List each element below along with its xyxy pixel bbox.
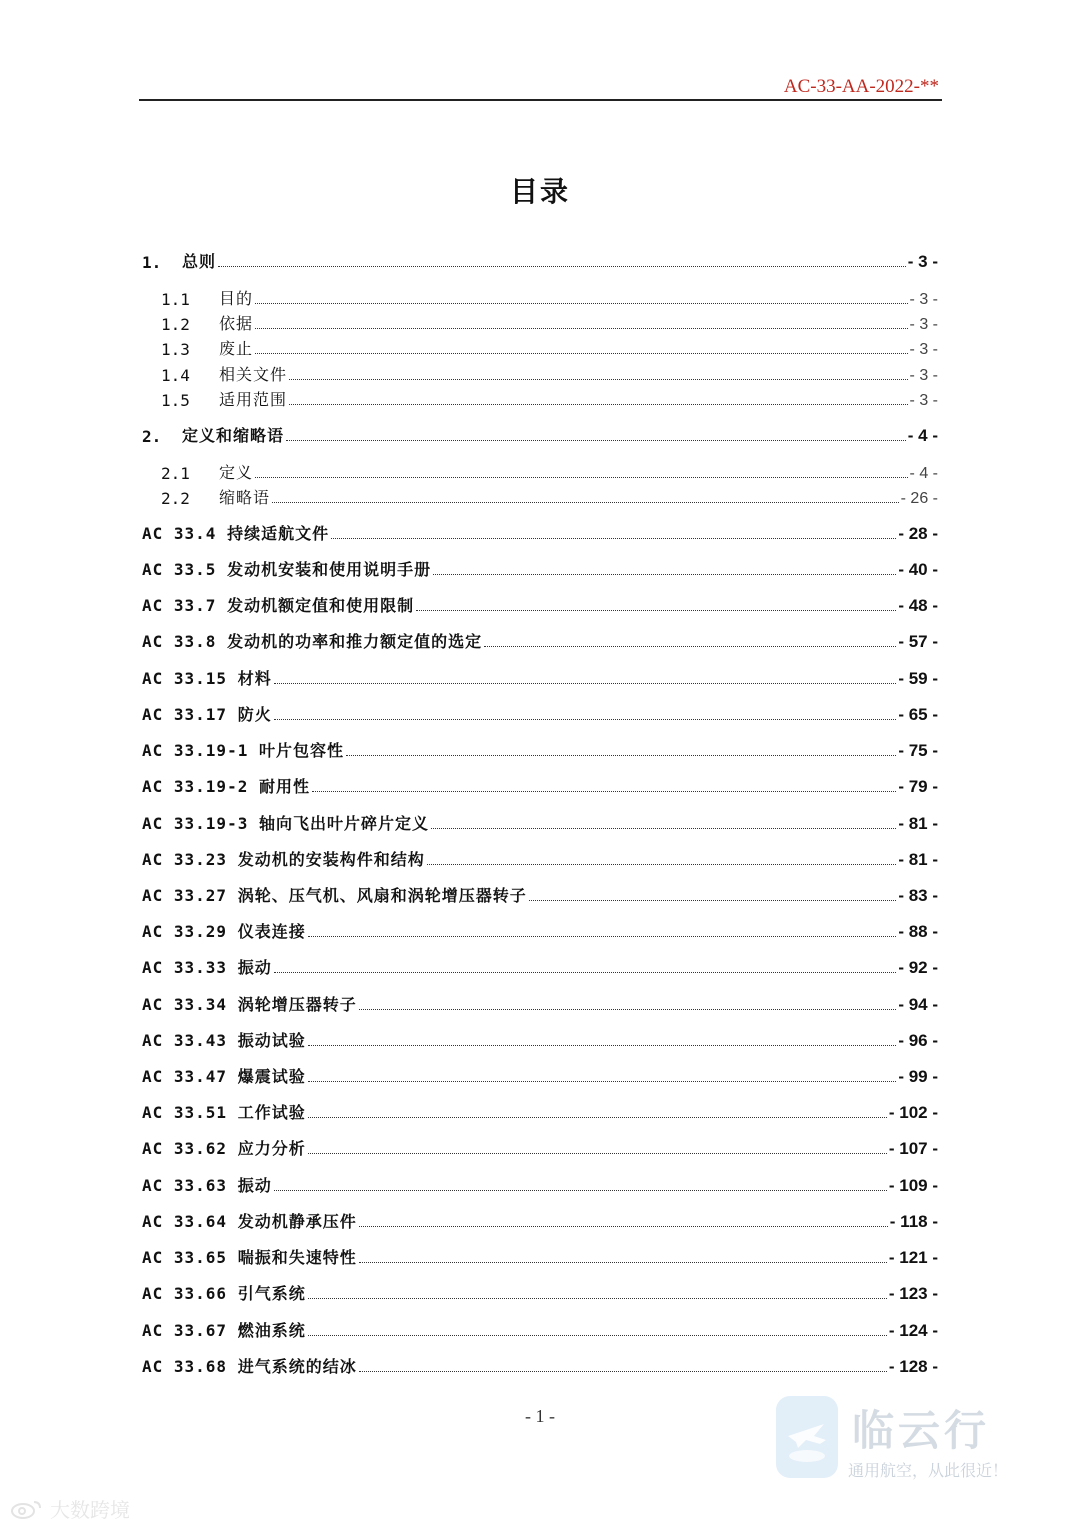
toc-page: - 109 - [888, 1176, 938, 1195]
dot-leader [308, 1298, 887, 1299]
dot-leader [274, 1190, 887, 1191]
toc-label: AC 33.68 进气系统的结冰 [142, 1357, 357, 1376]
toc-entry-ac-33-17[interactable] [142, 701, 938, 725]
dot-leader [346, 755, 896, 756]
toc-entry-1-3[interactable] [142, 335, 938, 359]
toc-page: - 57 - [898, 632, 938, 651]
page-title: 目录 [509, 175, 570, 208]
dot-leader [427, 864, 897, 865]
toc-page: - 3 - [909, 341, 938, 358]
toc-page: - 99 - [898, 1067, 938, 1086]
toc-label: AC 33.34 涡轮增压器转子 [142, 995, 357, 1014]
toc-label: 适用范围 [219, 390, 288, 409]
toc-page: - 107 - [888, 1139, 938, 1158]
toc-number: 1. [142, 253, 162, 272]
toc-page: - 48 - [898, 596, 938, 615]
dot-leader [308, 936, 897, 937]
dot-leader [308, 1335, 887, 1336]
toc-page: - 81 - [898, 850, 938, 869]
toc-label: AC 33.4 持续适航文件 [142, 524, 330, 543]
toc-label: AC 33.43 振动试验 [142, 1031, 306, 1050]
toc-entry-1-1[interactable] [142, 285, 938, 309]
toc-label: AC 33.19-1 叶片包容性 [142, 741, 344, 760]
toc-entry-ac-33-66[interactable] [142, 1280, 938, 1304]
toc-page: - 79 - [898, 777, 938, 796]
toc-label: AC 33.27 涡轮、压气机、风扇和涡轮增压器转子 [142, 886, 527, 905]
dot-leader [274, 683, 897, 684]
document-code: AC-33-AA-2022-** [783, 76, 939, 97]
toc-label: 定义和缩略语 [182, 426, 285, 445]
toc-number: 1.5 [161, 391, 190, 410]
toc-number: 1.3 [161, 340, 190, 359]
toc-entry-2[interactable] [142, 422, 938, 446]
toc-entry-ac-33-64[interactable] [142, 1208, 938, 1232]
dot-leader [416, 610, 896, 611]
toc-entry-ac-33-15[interactable] [142, 665, 938, 689]
toc-page: - 121 - [888, 1248, 938, 1267]
toc-label: 定义 [219, 463, 254, 482]
toc-entry-ac-33-34[interactable] [142, 991, 938, 1015]
toc-label: AC 33.19-3 轴向飞出叶片碎片定义 [142, 814, 429, 833]
dot-leader [359, 1371, 887, 1372]
toc-label: AC 33.7 发动机额定值和使用限制 [142, 596, 415, 615]
toc-entry-1[interactable] [142, 248, 938, 272]
toc-page: - 94 - [898, 995, 938, 1014]
toc-label: AC 33.33 振动 [142, 958, 272, 977]
dot-leader [308, 1153, 887, 1154]
dot-leader [484, 646, 896, 647]
toc-label: AC 33.17 防火 [142, 705, 272, 724]
toc-page: - 81 - [898, 814, 938, 833]
toc-label: AC 33.29 仪表连接 [142, 922, 306, 941]
toc-entry-ac-33-68[interactable] [142, 1353, 938, 1377]
dot-leader [308, 1081, 897, 1082]
toc-page: - 128 - [888, 1357, 938, 1376]
toc-entry-ac-33-29[interactable] [142, 918, 938, 942]
dot-leader [274, 972, 897, 973]
toc-entry-ac-33-7[interactable] [142, 592, 938, 616]
toc-page: - 3 - [909, 291, 938, 308]
toc-label: 废止 [219, 339, 254, 358]
toc-number: 1.4 [161, 366, 190, 385]
toc-label: AC 33.15 材料 [142, 669, 272, 688]
toc-entry-ac-33-19-2[interactable] [142, 773, 938, 797]
toc-entry-ac-33-5[interactable] [142, 556, 938, 580]
toc-number: 2. [142, 427, 162, 446]
dot-leader [286, 440, 906, 441]
toc-label: AC 33.23 发动机的安装构件和结构 [142, 850, 425, 869]
toc-label: AC 33.67 燃油系统 [142, 1321, 306, 1340]
toc-label: 目的 [219, 289, 254, 308]
dot-leader [272, 502, 899, 503]
dot-leader [308, 1045, 897, 1046]
dot-leader [529, 900, 897, 901]
dot-leader [433, 574, 896, 575]
toc-label: AC 33.47 爆震试验 [142, 1067, 306, 1086]
toc-label: AC 33.63 振动 [142, 1176, 272, 1195]
toc-entry-ac-33-8[interactable] [142, 628, 938, 652]
toc-entry-ac-33-67[interactable] [142, 1317, 938, 1341]
toc-page: - 88 - [898, 922, 938, 941]
watermark-source-label: 大数跨境 [50, 1498, 130, 1522]
toc-entry-ac-33-63[interactable] [142, 1172, 938, 1196]
watermark-source [10, 1494, 130, 1523]
dot-leader [308, 1117, 887, 1118]
watermark-brand: 临云行 [852, 1406, 991, 1455]
dot-leader [431, 828, 896, 829]
toc-page: - 123 - [888, 1284, 938, 1303]
dot-leader [255, 328, 908, 329]
dot-leader [359, 1262, 887, 1263]
toc-page: - 4 - [907, 426, 938, 445]
toc-page: - 3 - [909, 392, 938, 409]
dot-leader [359, 1226, 888, 1227]
dot-leader [312, 791, 896, 792]
toc-entry-ac-33-51[interactable] [142, 1099, 938, 1123]
toc-number: 2.1 [161, 464, 190, 483]
toc-entry-ac-33-19-3[interactable] [142, 810, 938, 834]
toc-label: 总则 [182, 252, 217, 271]
toc-number: 1.2 [161, 315, 190, 334]
toc-entry-ac-33-4[interactable] [142, 520, 938, 544]
toc-page: - 28 - [898, 524, 938, 543]
toc-entry-1-5[interactable] [142, 386, 938, 410]
toc-label: AC 33.64 发动机静承压件 [142, 1212, 357, 1231]
toc-page: - 40 - [898, 560, 938, 579]
toc-page: - 3 - [907, 252, 938, 271]
dot-leader [359, 1009, 897, 1010]
toc-page: - 118 - [889, 1212, 938, 1231]
toc-entry-ac-33-62[interactable] [142, 1135, 938, 1159]
dot-leader [289, 379, 908, 380]
toc-entry-ac-33-65[interactable] [142, 1244, 938, 1268]
toc-page: - 3 - [909, 316, 938, 333]
toc-page: - 96 - [898, 1031, 938, 1050]
toc-page: - 102 - [888, 1103, 938, 1122]
toc-entry-ac-33-33[interactable] [142, 954, 938, 978]
toc-entry-ac-33-43[interactable] [142, 1027, 938, 1051]
toc-label: 相关文件 [219, 365, 288, 384]
toc-entry-2-1[interactable] [142, 459, 938, 483]
toc-page: - 75 - [898, 741, 938, 760]
dot-leader [274, 719, 897, 720]
toc-label: AC 33.66 引气系统 [142, 1284, 306, 1303]
toc-label: AC 33.62 应力分析 [142, 1139, 306, 1158]
dot-leader [218, 266, 906, 267]
toc-entry-ac-33-27[interactable] [142, 882, 938, 906]
weibo-icon [10, 1498, 44, 1520]
toc-entry-1-2[interactable] [142, 310, 938, 334]
dot-leader [331, 538, 896, 539]
toc-number: 2.2 [161, 489, 190, 508]
toc-label: AC 33.51 工作试验 [142, 1103, 306, 1122]
page-number: - 1 - [525, 1406, 555, 1426]
toc-page: - 3 - [909, 367, 938, 384]
toc-page: - 124 - [888, 1321, 938, 1340]
toc-page: - 65 - [898, 705, 938, 724]
toc-page: - 83 - [898, 886, 938, 905]
dot-leader [289, 404, 908, 405]
toc-label: 缩略语 [219, 488, 271, 507]
toc-page: - 92 - [898, 958, 938, 977]
toc-label: 依据 [219, 314, 254, 333]
header-rule [139, 99, 942, 101]
toc-number: 1.1 [161, 290, 190, 309]
toc-label: AC 33.65 喘振和失速特性 [142, 1248, 357, 1267]
toc-entry-ac-33-19-1[interactable] [142, 737, 938, 761]
dot-leader [255, 303, 908, 304]
toc-label: AC 33.19-2 耐用性 [142, 777, 310, 796]
toc-page: - 59 - [898, 669, 938, 688]
toc-entry-1-4[interactable] [142, 361, 938, 385]
dot-leader [255, 353, 908, 354]
toc-label: AC 33.8 发动机的功率和推力额定值的选定 [142, 632, 483, 651]
dot-leader [255, 477, 908, 478]
toc-entry-ac-33-23[interactable] [142, 846, 938, 870]
toc-page: - 26 - [900, 490, 938, 507]
toc-entry-2-2[interactable] [142, 484, 938, 508]
toc-entry-ac-33-47[interactable] [142, 1063, 938, 1087]
toc-label: AC 33.5 发动机安装和使用说明手册 [142, 560, 432, 579]
watermark-slogan: 通用航空，从此很近！ [848, 1461, 1009, 1480]
toc-page: - 4 - [909, 465, 938, 482]
